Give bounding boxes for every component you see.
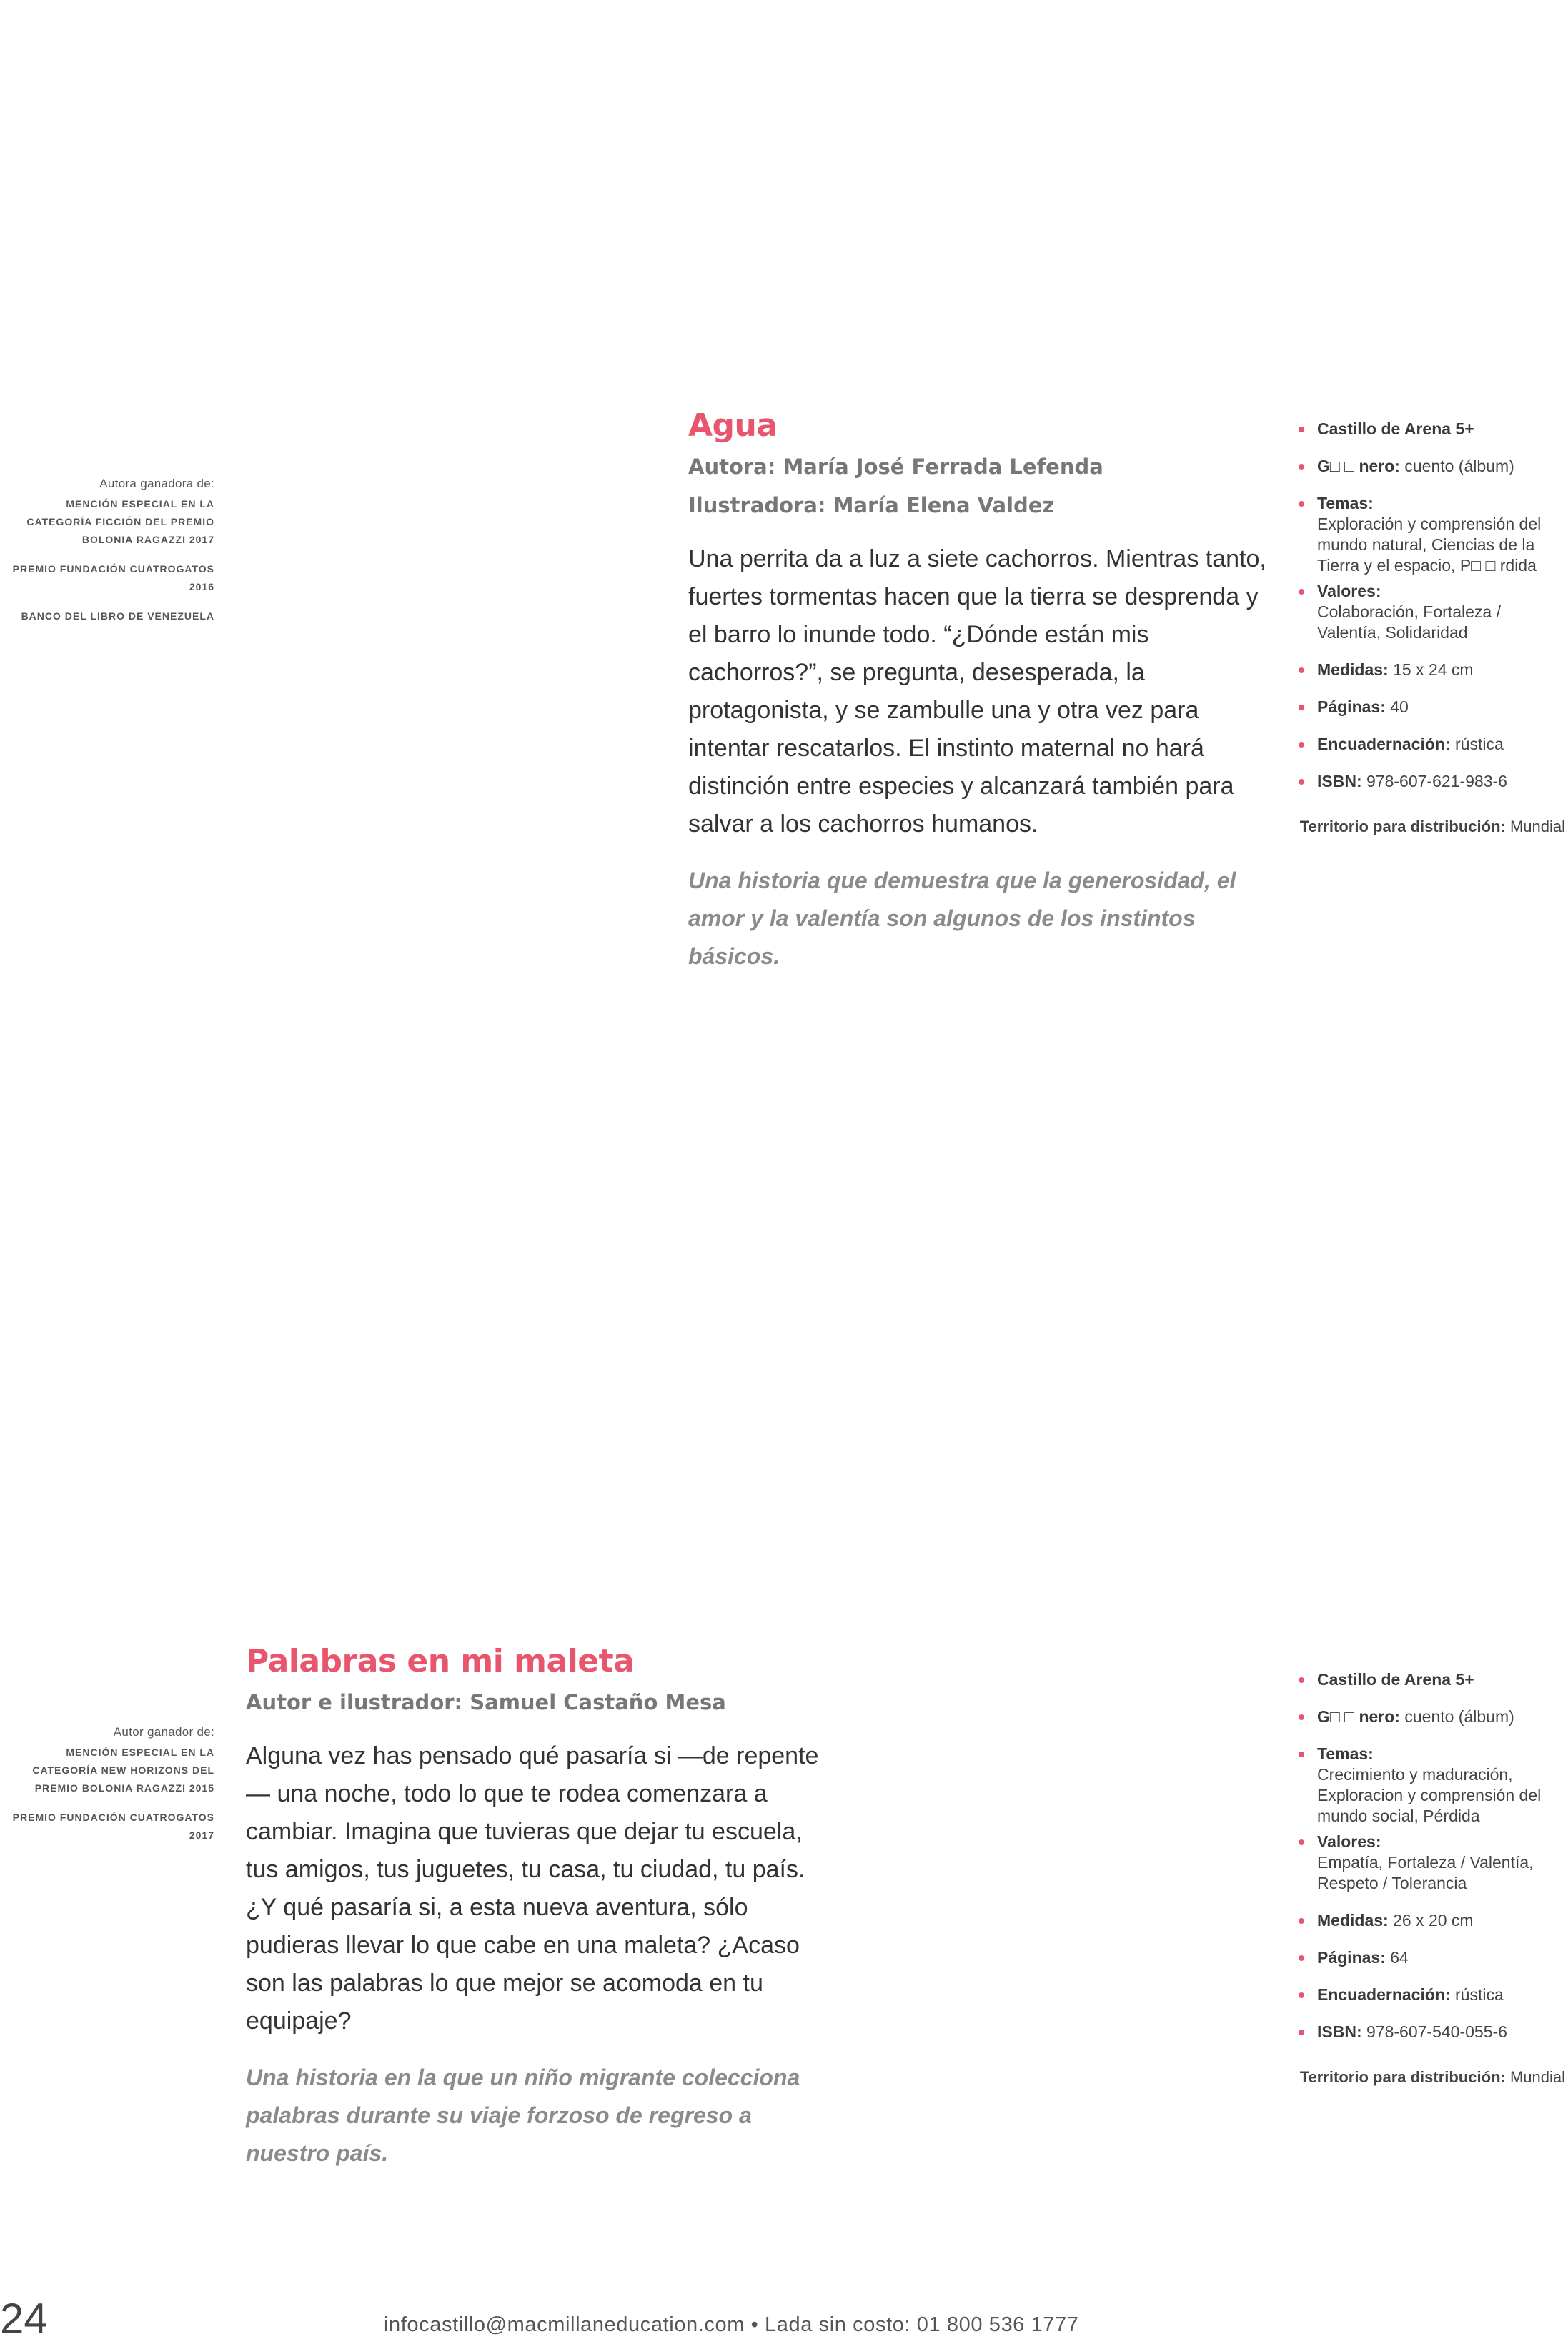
award-item: MENCIÓN ESPECIAL EN LA CATEGORÍA FICCIÓN DEL PREMIO BOLONIA RAGAZZI 2017 <box>26 498 214 545</box>
spec-isbn: ISBN: 978-607-621-983-6 <box>1290 771 1565 792</box>
spec-size: Medidas: 15 x 24 cm <box>1290 660 1565 680</box>
awards-block-palabras <box>0 1725 214 1856</box>
award-item: PREMIO FUNDACIÓN CUATROGATOS 2016 <box>12 563 214 592</box>
awards-intro: Autora ganadora de: <box>99 477 214 490</box>
book-entry-palabras <box>246 1642 832 2172</box>
spec-size: Medidas: 26 x 20 cm <box>1290 1910 1565 1931</box>
book-specs-palabras <box>1290 1669 1565 2087</box>
bullet-dot-icon <box>1299 705 1304 710</box>
book-description: Una perrita da a luz a siete cachorros. Mientras tanto, fuertes tormentas hacen que la tierra se desprenda y el barro lo inunde todo. “¿Dónde están mis cachorros?”, se pregunta, desesperada, la protagonista, y se zambulle una y otra vez para intentar rescatarlos. El instinto maternal no hará distinción entre especies y alcanzará también para salvar a los cachorros humanos. <box>688 545 1266 838</box>
award-item: PREMIO FUNDACIÓN CUATROGATOS 2017 <box>12 1812 214 1841</box>
bullet-dot-icon <box>1299 1918 1304 1924</box>
bullet-dot-icon <box>1299 464 1304 470</box>
book-title: Palabras en mi maleta <box>246 1643 635 1679</box>
awards-block-agua <box>0 477 214 637</box>
spec-genre: G□ □ nero: cuento (álbum) <box>1290 456 1565 477</box>
book-tagline: Una historia que demuestra que la generosidad, el amor y la valentía son algunos de los instintos básicos. <box>688 868 1236 969</box>
awards-intro: Autor ganador de: <box>113 1725 214 1739</box>
author-illustrator-credit: Autor e ilustrador: Samuel Castaño Mesa <box>246 1690 726 1714</box>
bullet-dot-icon <box>1299 427 1304 432</box>
bullet-dot-icon <box>1299 667 1304 673</box>
bullet-dot-icon <box>1299 1752 1304 1757</box>
bullet-dot-icon <box>1299 779 1304 785</box>
page-number: 24 <box>0 2295 48 2339</box>
bullet-dot-icon <box>1299 1955 1304 1961</box>
spec-binding: Encuadernación: rústica <box>1290 734 1565 755</box>
spec-collection: Castillo de Arena 5+ <box>1290 1669 1565 1690</box>
award-item: BANCO DEL LIBRO DE VENEZUELA <box>21 610 214 622</box>
spec-territory: Territorio para distribución: Mundial <box>1299 2068 1565 2086</box>
footer-contact: infocastillo@macmillaneducation.com • Lada sin costo: 01 800 536 1777 <box>384 2313 1079 2336</box>
illustrator-credit: Ilustradora: María Elena Valdez <box>688 493 1055 517</box>
book-specs-agua <box>1290 419 1565 836</box>
spec-themes: Temas: Exploración y comprensión del mundo natural, Ciencias de la Tierra y el espacio, P□ □ rdida <box>1290 493 1565 576</box>
bullet-dot-icon <box>1299 742 1304 748</box>
book-description: Alguna vez has pensado qué pasaría si —de repente— una noche, todo lo que te rodea comenzara a cambiar. Imagina que tuvieras que dejar tu escuela, tus amigos, tus juguetes, tu casa, tu ciudad, tu país. ¿Y qué pasaría si, a esta nueva aventura, sólo pudieras llevar lo que cabe en una maleta? ¿Acaso son las palabras lo que mejor se acomoda en tu equipaje? <box>246 1742 819 2035</box>
bullet-dot-icon <box>1299 589 1304 595</box>
spec-genre: G□ □ nero: cuento (álbum) <box>1290 1707 1565 1727</box>
bullet-dot-icon <box>1299 501 1304 507</box>
spec-pages: Páginas: 40 <box>1290 697 1565 717</box>
bullet-dot-icon <box>1299 1677 1304 1683</box>
bullet-dot-icon <box>1299 1714 1304 1720</box>
spec-isbn: ISBN: 978-607-540-055-6 <box>1290 2022 1565 2042</box>
bullet-dot-icon <box>1299 1992 1304 1998</box>
spec-values: Valores: Empatía, Fortaleza / Valentía, Respeto / Tolerancia <box>1290 1832 1565 1894</box>
bullet-dot-icon <box>1299 2030 1304 2035</box>
spec-territory: Territorio para distribución: Mundial <box>1299 818 1565 835</box>
award-item: MENCIÓN ESPECIAL EN LA CATEGORÍA NEW HORIZONS DEL PREMIO BOLONIA RAGAZZI 2015 <box>32 1747 214 1794</box>
book-entry-agua <box>688 406 1281 975</box>
spec-collection: Castillo de Arena 5+ <box>1290 419 1565 440</box>
spec-values: Valores: Colaboración, Fortaleza / Valentía, Solidaridad <box>1290 581 1565 643</box>
book-title: Agua <box>688 407 778 444</box>
spec-binding: Encuadernación: rústica <box>1290 1985 1565 2005</box>
spec-themes: Temas: Crecimiento y maduración, Exploracion y comprensión del mundo social, Pérdida <box>1290 1744 1565 1827</box>
book-tagline: Una historia en la que un niño migrante colecciona palabras durante su viaje forzoso de regreso a nuestro país. <box>246 2065 800 2166</box>
author-credit: Autora: María José Ferrada Lefenda <box>688 455 1103 479</box>
bullet-dot-icon <box>1299 1839 1304 1845</box>
spec-pages: Páginas: 64 <box>1290 1947 1565 1968</box>
